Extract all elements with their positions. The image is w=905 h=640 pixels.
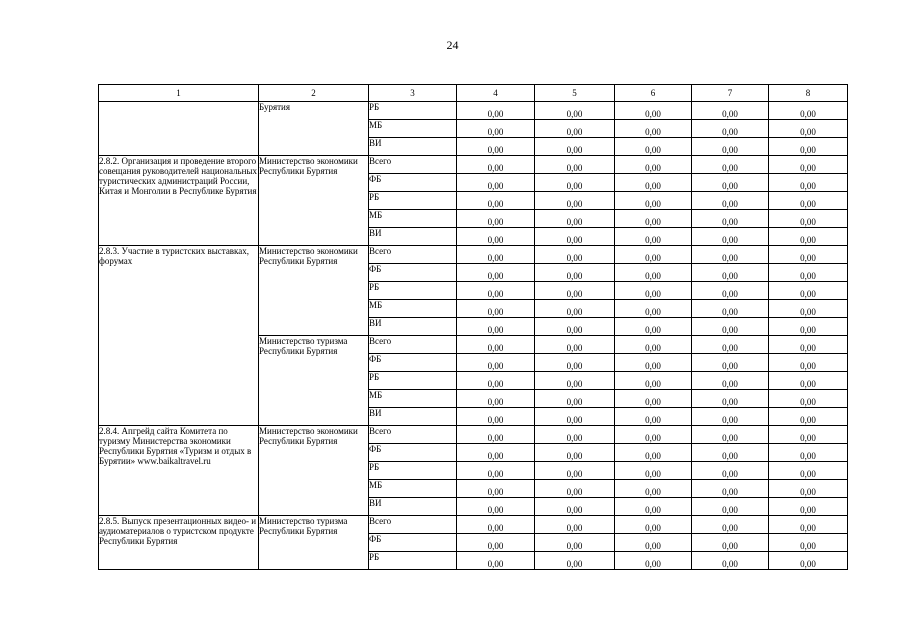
funding-source-cell: РБ xyxy=(369,552,457,570)
value-cell: 0,00 xyxy=(535,246,615,264)
value-cell: 0,00 xyxy=(535,462,615,480)
column-header: 4 xyxy=(457,85,535,102)
value-cell: 0,00 xyxy=(692,534,769,552)
value-cell: 0,00 xyxy=(769,120,848,138)
value-cell: 0,00 xyxy=(769,354,848,372)
value-cell: 0,00 xyxy=(457,426,535,444)
value-cell: 0,00 xyxy=(535,390,615,408)
value-cell: 0,00 xyxy=(615,282,692,300)
value-cell: 0,00 xyxy=(769,336,848,354)
funding-source-cell: Всего xyxy=(369,156,457,174)
funding-source-cell: МБ xyxy=(369,210,457,228)
value-cell: 0,00 xyxy=(615,300,692,318)
value-cell: 0,00 xyxy=(535,156,615,174)
responsible-cell: Министерство туризма Республики Бурятия xyxy=(259,516,369,570)
value-cell: 0,00 xyxy=(615,354,692,372)
value-cell: 0,00 xyxy=(457,156,535,174)
funding-source-cell: РБ xyxy=(369,372,457,390)
value-cell: 0,00 xyxy=(692,552,769,570)
value-cell: 0,00 xyxy=(769,480,848,498)
value-cell: 0,00 xyxy=(535,444,615,462)
funding-source-cell: ФБ xyxy=(369,444,457,462)
value-cell: 0,00 xyxy=(457,336,535,354)
column-header: 2 xyxy=(259,85,369,102)
responsible-cell: Бурятия xyxy=(259,102,369,156)
value-cell: 0,00 xyxy=(692,264,769,282)
value-cell: 0,00 xyxy=(692,498,769,516)
activity-cell: 2.8.3. Участие в туристских выставках, форумах xyxy=(99,246,259,426)
value-cell: 0,00 xyxy=(457,408,535,426)
value-cell: 0,00 xyxy=(457,390,535,408)
value-cell: 0,00 xyxy=(535,498,615,516)
funding-source-cell: Всего xyxy=(369,246,457,264)
value-cell: 0,00 xyxy=(692,480,769,498)
value-cell: 0,00 xyxy=(692,156,769,174)
value-cell: 0,00 xyxy=(457,516,535,534)
value-cell: 0,00 xyxy=(769,390,848,408)
value-cell: 0,00 xyxy=(692,282,769,300)
value-cell: 0,00 xyxy=(535,300,615,318)
funding-source-cell: РБ xyxy=(369,282,457,300)
value-cell: 0,00 xyxy=(535,174,615,192)
column-header: 3 xyxy=(369,85,457,102)
value-cell: 0,00 xyxy=(457,552,535,570)
value-cell: 0,00 xyxy=(457,480,535,498)
value-cell: 0,00 xyxy=(615,498,692,516)
funding-source-cell: ФБ xyxy=(369,354,457,372)
table-header-row xyxy=(99,85,848,102)
value-cell: 0,00 xyxy=(535,534,615,552)
value-cell: 0,00 xyxy=(615,156,692,174)
value-cell: 0,00 xyxy=(692,192,769,210)
funding-source-cell: ФБ xyxy=(369,534,457,552)
value-cell: 0,00 xyxy=(457,462,535,480)
value-cell: 0,00 xyxy=(535,552,615,570)
funding-source-cell: ВИ xyxy=(369,228,457,246)
value-cell: 0,00 xyxy=(692,408,769,426)
value-cell: 0,00 xyxy=(457,282,535,300)
value-cell: 0,00 xyxy=(535,120,615,138)
value-cell: 0,00 xyxy=(457,498,535,516)
value-cell: 0,00 xyxy=(769,246,848,264)
value-cell: 0,00 xyxy=(615,426,692,444)
value-cell: 0,00 xyxy=(769,516,848,534)
funding-source-cell: МБ xyxy=(369,390,457,408)
value-cell: 0,00 xyxy=(769,282,848,300)
value-cell: 0,00 xyxy=(692,444,769,462)
value-cell: 0,00 xyxy=(692,174,769,192)
value-cell: 0,00 xyxy=(615,534,692,552)
value-cell: 0,00 xyxy=(692,300,769,318)
value-cell: 0,00 xyxy=(457,138,535,156)
value-cell: 0,00 xyxy=(535,102,615,120)
value-cell: 0,00 xyxy=(615,444,692,462)
value-cell: 0,00 xyxy=(769,192,848,210)
value-cell: 0,00 xyxy=(692,246,769,264)
value-cell: 0,00 xyxy=(615,102,692,120)
value-cell: 0,00 xyxy=(535,354,615,372)
value-cell: 0,00 xyxy=(457,372,535,390)
funding-source-cell: ВИ xyxy=(369,498,457,516)
column-header: 6 xyxy=(615,85,692,102)
value-cell: 0,00 xyxy=(769,426,848,444)
value-cell: 0,00 xyxy=(457,246,535,264)
value-cell: 0,00 xyxy=(692,354,769,372)
value-cell: 0,00 xyxy=(692,138,769,156)
value-cell: 0,00 xyxy=(692,462,769,480)
value-cell: 0,00 xyxy=(615,264,692,282)
value-cell: 0,00 xyxy=(692,210,769,228)
value-cell: 0,00 xyxy=(457,444,535,462)
activity-cell: 2.8.2. Организация и проведение второго совещания руководителей национальных туристических администраций России, Китая и Монголии в Республике Бурятия xyxy=(99,156,259,246)
table-row xyxy=(99,516,848,534)
funding-source-cell: ФБ xyxy=(369,264,457,282)
activity-cell xyxy=(99,102,259,156)
value-cell: 0,00 xyxy=(769,174,848,192)
funding-source-cell: ВИ xyxy=(369,408,457,426)
value-cell: 0,00 xyxy=(535,318,615,336)
funding-source-cell: МБ xyxy=(369,480,457,498)
activity-cell: 2.8.4. Апгрейд сайта Комитета по туризму Министерства экономики Республики Бурятия «Туризм и отдых в Бурятии» www.baikaltravel.ru xyxy=(99,426,259,516)
value-cell: 0,00 xyxy=(769,228,848,246)
value-cell: 0,00 xyxy=(535,264,615,282)
value-cell: 0,00 xyxy=(692,318,769,336)
value-cell: 0,00 xyxy=(535,408,615,426)
value-cell: 0,00 xyxy=(615,192,692,210)
value-cell: 0,00 xyxy=(769,462,848,480)
value-cell: 0,00 xyxy=(692,228,769,246)
value-cell: 0,00 xyxy=(769,408,848,426)
funding-source-cell: МБ xyxy=(369,120,457,138)
value-cell: 0,00 xyxy=(692,102,769,120)
value-cell: 0,00 xyxy=(457,534,535,552)
value-cell: 0,00 xyxy=(615,210,692,228)
value-cell: 0,00 xyxy=(615,318,692,336)
responsible-cell: Министерство экономики Республики Бурятия xyxy=(259,426,369,516)
table-row xyxy=(99,156,848,174)
value-cell: 0,00 xyxy=(769,552,848,570)
value-cell: 0,00 xyxy=(769,138,848,156)
value-cell: 0,00 xyxy=(769,102,848,120)
funding-source-cell: Всего xyxy=(369,336,457,354)
activity-cell: 2.8.5. Выпуск презентационных видео- и аудиоматериалов о туристском продукте Республики Бурятия xyxy=(99,516,259,570)
value-cell: 0,00 xyxy=(535,210,615,228)
funding-source-cell: МБ xyxy=(369,300,457,318)
value-cell: 0,00 xyxy=(615,138,692,156)
value-cell: 0,00 xyxy=(535,228,615,246)
value-cell: 0,00 xyxy=(457,210,535,228)
value-cell: 0,00 xyxy=(535,336,615,354)
value-cell: 0,00 xyxy=(615,246,692,264)
value-cell: 0,00 xyxy=(535,282,615,300)
value-cell: 0,00 xyxy=(692,516,769,534)
value-cell: 0,00 xyxy=(615,480,692,498)
value-cell: 0,00 xyxy=(457,120,535,138)
column-header: 7 xyxy=(692,85,769,102)
value-cell: 0,00 xyxy=(457,264,535,282)
value-cell: 0,00 xyxy=(457,102,535,120)
value-cell: 0,00 xyxy=(535,192,615,210)
funding-source-cell: ФБ xyxy=(369,174,457,192)
value-cell: 0,00 xyxy=(692,390,769,408)
value-cell: 0,00 xyxy=(615,390,692,408)
funding-source-cell: ВИ xyxy=(369,138,457,156)
table-row xyxy=(99,426,848,444)
value-cell: 0,00 xyxy=(457,192,535,210)
budget-table xyxy=(98,84,848,570)
funding-source-cell: РБ xyxy=(369,192,457,210)
value-cell: 0,00 xyxy=(457,354,535,372)
funding-source-cell: ВИ xyxy=(369,318,457,336)
value-cell: 0,00 xyxy=(769,264,848,282)
value-cell: 0,00 xyxy=(769,156,848,174)
value-cell: 0,00 xyxy=(769,318,848,336)
value-cell: 0,00 xyxy=(692,426,769,444)
value-cell: 0,00 xyxy=(535,480,615,498)
value-cell: 0,00 xyxy=(615,462,692,480)
responsible-cell: Министерство экономики Республики Бурятия xyxy=(259,246,369,336)
page-number: 24 xyxy=(446,38,459,52)
value-cell: 0,00 xyxy=(615,228,692,246)
value-cell: 0,00 xyxy=(615,120,692,138)
value-cell: 0,00 xyxy=(692,336,769,354)
funding-source-cell: РБ xyxy=(369,462,457,480)
value-cell: 0,00 xyxy=(692,372,769,390)
value-cell: 0,00 xyxy=(457,174,535,192)
value-cell: 0,00 xyxy=(615,408,692,426)
value-cell: 0,00 xyxy=(457,318,535,336)
funding-source-cell: Всего xyxy=(369,516,457,534)
funding-source-cell: РБ xyxy=(369,102,457,120)
value-cell: 0,00 xyxy=(535,516,615,534)
value-cell: 0,00 xyxy=(615,552,692,570)
column-header: 1 xyxy=(99,85,259,102)
value-cell: 0,00 xyxy=(615,516,692,534)
value-cell: 0,00 xyxy=(535,426,615,444)
value-cell: 0,00 xyxy=(615,372,692,390)
column-header: 8 xyxy=(769,85,848,102)
value-cell: 0,00 xyxy=(769,300,848,318)
value-cell: 0,00 xyxy=(457,228,535,246)
table-row xyxy=(99,102,848,120)
responsible-cell: Министерство туризма Республики Бурятия xyxy=(259,336,369,426)
value-cell: 0,00 xyxy=(769,498,848,516)
responsible-cell: Министерство экономики Республики Бурятия xyxy=(259,156,369,246)
value-cell: 0,00 xyxy=(769,444,848,462)
column-header: 5 xyxy=(535,85,615,102)
value-cell: 0,00 xyxy=(615,336,692,354)
value-cell: 0,00 xyxy=(535,138,615,156)
value-cell: 0,00 xyxy=(457,300,535,318)
value-cell: 0,00 xyxy=(692,120,769,138)
value-cell: 0,00 xyxy=(769,372,848,390)
value-cell: 0,00 xyxy=(769,534,848,552)
value-cell: 0,00 xyxy=(769,210,848,228)
value-cell: 0,00 xyxy=(615,174,692,192)
funding-source-cell: Всего xyxy=(369,426,457,444)
value-cell: 0,00 xyxy=(535,372,615,390)
table-row xyxy=(99,246,848,264)
table-body xyxy=(99,102,848,570)
